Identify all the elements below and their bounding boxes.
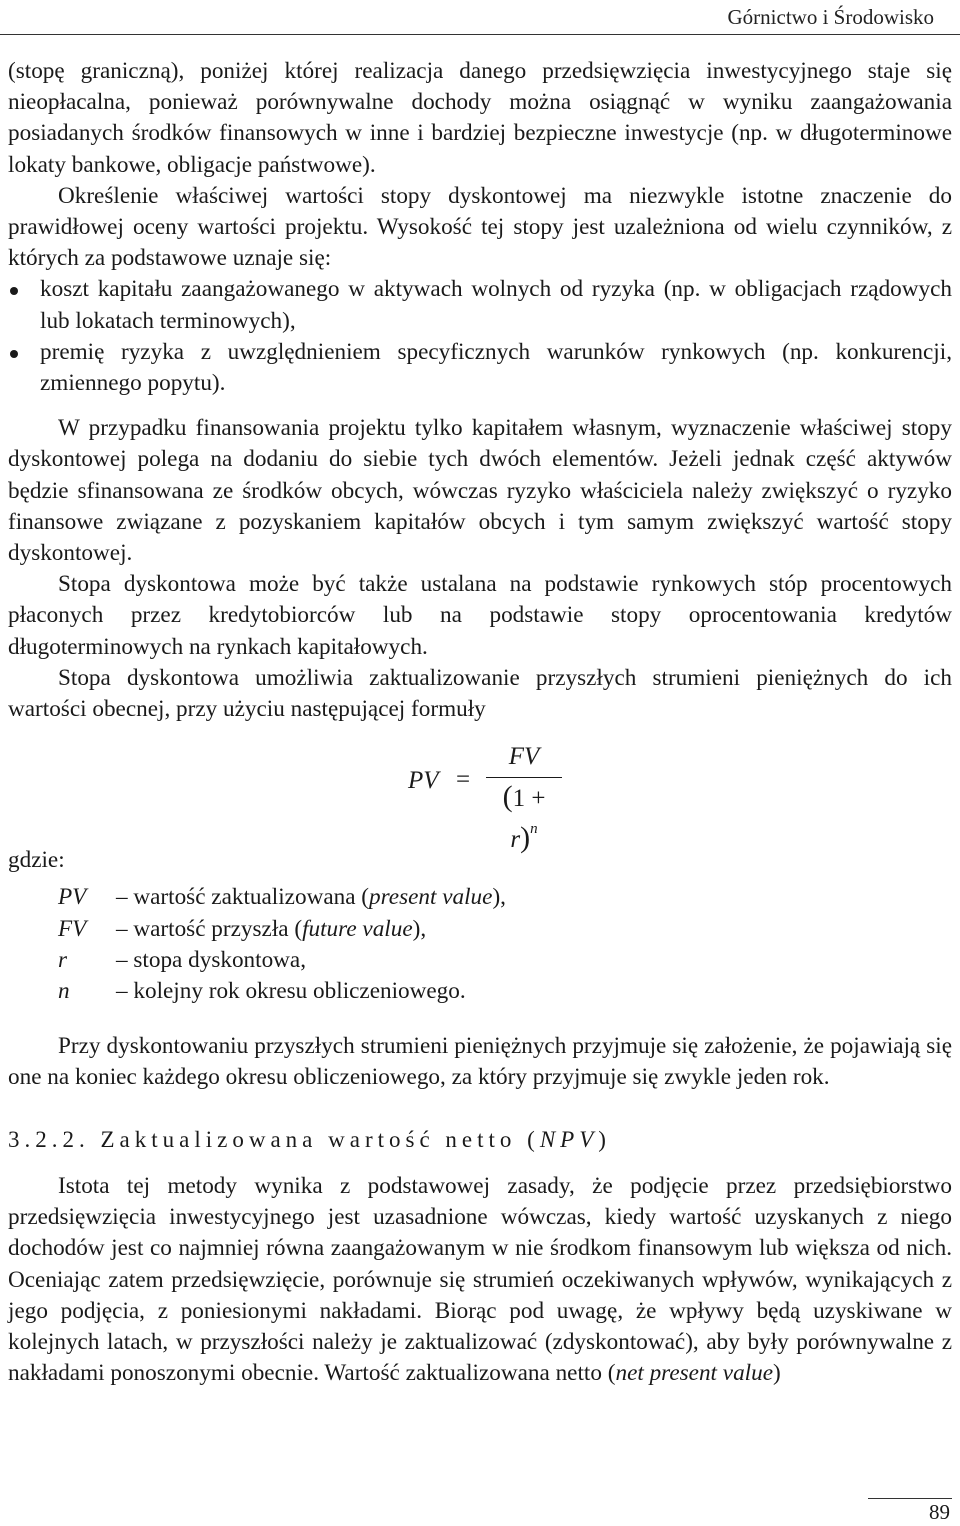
definitions-list [8, 882, 952, 1007]
paragraph-2: Określenie właściwej wartości stopy dyskontowej ma niezwykle istotne znaczenie do prawidłowej oceny wartości projektu. Wysokość tej stopy jest uzależniona od wielu czynników, z których za podstawowe uznaje się: [8, 182, 952, 272]
formula-fraction-bar [486, 777, 562, 778]
formula-equals: = [456, 766, 471, 794]
pv-formula [8, 741, 952, 855]
section-title: Zaktualizowana wartość netto [100, 1126, 517, 1152]
definition-text: – stopa dyskontowa, [116, 946, 306, 973]
paragraph-1: (stopę graniczną), poniżej której realizacja danego przedsięwzięcia inwestycyjnego staje się nieopłacalna, ponieważ porównywalne dochody można osiągnąć w wyniku zaangażowania posiadanych środków finansowych w inne i bardziej bezpieczne inwestycje (np. w długoterminowe lokaty bankowe, obligacje państwowe). [8, 58, 952, 178]
where-label: gdzie: [8, 847, 65, 874]
definition-symbol: r [58, 946, 68, 973]
definition-row [8, 976, 952, 1007]
footer-rule [868, 1498, 952, 1499]
page-number: 89 [929, 1500, 950, 1524]
definition-text: – wartość zaktualizowana (present value), [116, 884, 506, 911]
definition-row [8, 914, 952, 945]
bullet-item-1: koszt kapitału zaangażowanego w aktywach wolnych od ryzyka (np. w obligacjach rządowych lub lokatach terminowych), [8, 274, 952, 336]
paragraph-5: Stopa dyskontowa umożliwia zaktualizowanie przyszłych strumieni pieniężnych do ich wartości obecnej, przy użyciu następującej formuły [8, 664, 952, 723]
definition-text: – wartość przyszła (future value), [116, 915, 427, 942]
formula-numerator: FV [508, 743, 540, 771]
bullet-list [8, 274, 952, 399]
header-rule [0, 34, 960, 35]
section-number: 3.2.2. [8, 1126, 90, 1152]
definition-row [8, 945, 952, 976]
paragraph-6: Przy dyskontowaniu przyszłych strumieni pieniężnych przyjmuje się założenie, że pojawiają się one na koniec każdego okresu obliczeniowego, za który przyjmuje się zwykle jeden rok. [8, 1033, 952, 1091]
definition-symbol: FV [58, 915, 87, 942]
page-content [8, 56, 952, 1389]
definition-text: – kolejny rok okresu obliczeniowego. [116, 978, 466, 1005]
paragraph-7: Istota tej metody wynika z podstawowej zasady, że podjęcie przez przedsiębiorstwo przedsięwzięcia inwestycyjnego jest uzasadnione wówczas, kiedy wartość uzyskanych z niego dochodów jest co najmniej równa zaangażowanym w nie środkom finansowym lub większa od nich. Oceniając zatem przedsięwzięcie, porównuje się strumień oczekiwanych wpływów, wynikających z jego podjęcia, z poniesionymi nakładami. Biorąc pod uwagę, że wpływy będą uzyskiwane w kolejnych latach, w przyszłości należy je zaktualizować (zdyskontować), aby były porównywalne z nakładami ponoszonymi obecnie. Wartość zaktualizowana netto (net present value) [8, 1172, 952, 1387]
formula-denominator: $(1 + r)^n$ [502, 780, 546, 855]
bullet-item-2: premię ryzyka z uwzględnieniem specyficznych warunków rynkowych (np. konkurencji, zmiennego popytu). [8, 337, 952, 399]
definition-symbol: PV [58, 884, 87, 911]
definition-symbol: n [58, 978, 70, 1005]
paragraph-4: Stopa dyskontowa może być także ustalana na podstawie rynkowych stóp procentowych płaconych przez kredytobiorców lub na podstawie stopy oprocentowania kredytów długoterminowych na rynkach kapitałowych. [8, 571, 952, 660]
formula-lhs: PV [408, 767, 439, 795]
section-abbreviation: NPV [539, 1126, 599, 1152]
section-heading: 3.2.2. Zaktualizowana wartość netto (NPV) [8, 1126, 611, 1152]
running-header: Górnictwo i Środowisko [727, 5, 934, 29]
paragraph-3: W przypadku finansowania projektu tylko kapitałem własnym, wyznaczenie właściwej stopy dyskontowej polega na dodaniu do siebie tych dwóch elementów. Jeżeli jednak część aktywów będzie sfinansowana ze środków obcych, wówczas ryzyko właściciela należy zwiększyć o ryzyko finansowe związane z pozyskaniem kapitałów obcych i tym samym zwiększyć wartość stopy dyskontowej. [8, 415, 952, 567]
definition-row [8, 882, 952, 913]
